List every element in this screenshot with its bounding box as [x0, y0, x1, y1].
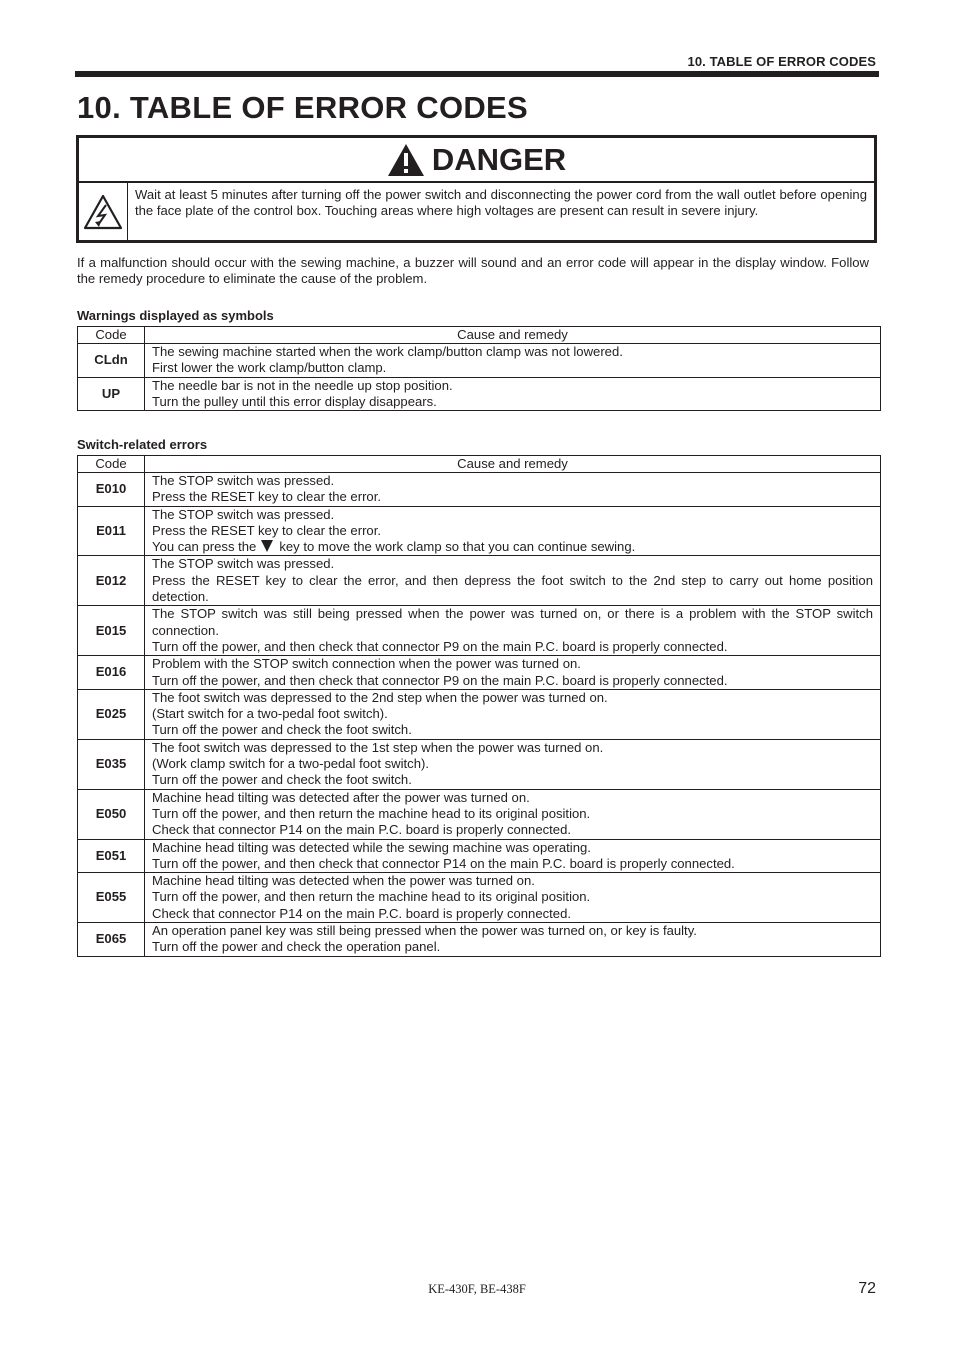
- error-code: E011: [78, 506, 145, 556]
- table-row: [78, 377, 881, 411]
- description-line: Press the RESET key to clear the error.: [152, 489, 381, 505]
- column-header-cause: Cause and remedy: [145, 456, 881, 473]
- page-number: 72: [858, 1280, 876, 1297]
- error-code: E015: [78, 606, 145, 656]
- error-code: E050: [78, 789, 145, 839]
- danger-box: [76, 135, 877, 243]
- switch-errors-table: [77, 455, 881, 957]
- column-header-cause: Cause and remedy: [145, 327, 881, 344]
- description-line: Turn off the power and check the foot switch.: [152, 772, 412, 788]
- description-line: Problem with the STOP switch connection when the power was turned on.: [152, 656, 581, 672]
- table-row: [78, 873, 881, 923]
- description-line: [152, 539, 873, 555]
- hazard-icon-cell: [79, 183, 128, 241]
- description-line: Press the RESET key to clear the error, and then depress the foot switch to the 2nd step to carry out home position detection.: [152, 572, 873, 605]
- table-row: [78, 506, 881, 556]
- description-line: (Start switch for a two-pedal foot switch).: [152, 706, 388, 722]
- error-code: E051: [78, 839, 145, 873]
- warnings-table: [77, 326, 881, 411]
- cause-and-remedy: [145, 656, 881, 690]
- high-voltage-icon: [83, 194, 123, 230]
- column-header-code: Code: [78, 327, 145, 344]
- description-line: The needle bar is not in the needle up stop position.: [152, 377, 453, 393]
- description-line: The STOP switch was still being pressed when the power was turned on, or there is a problem with the STOP switch connection.: [152, 606, 873, 638]
- description-line: (Work clamp switch for a two-pedal foot switch).: [152, 756, 429, 772]
- description-line: The STOP switch was pressed.: [152, 473, 335, 488]
- danger-label: DANGER: [431, 141, 567, 177]
- error-code: E012: [78, 556, 145, 606]
- table-row: [78, 923, 881, 957]
- cause-and-remedy: [145, 506, 881, 556]
- running-header: 10. TABLE OF ERROR CODES: [687, 54, 876, 69]
- description-line: Turn the pulley until this error display disappears.: [152, 393, 437, 409]
- danger-text: Wait at least 5 minutes after turning off the power switch and disconnecting the power cord from the wall outlet before opening the face plate of the control box. Touching areas where high voltages are present can result in severe injury.: [135, 187, 867, 219]
- cause-and-remedy: [145, 473, 881, 507]
- description-text: key to move the work clamp so that you can continue sewing.: [279, 539, 636, 555]
- error-code: CLdn: [78, 344, 145, 378]
- error-code: E025: [78, 689, 145, 739]
- description-line: Turn off the power, and then check that connector P9 on the main P.C. board is properly connected.: [152, 672, 728, 688]
- cause-and-remedy: [145, 344, 881, 378]
- description-line: The foot switch was depressed to the 1st step when the power was turned on.: [152, 739, 604, 755]
- description-line: Machine head tilting was detected after the power was turned on.: [152, 789, 530, 805]
- warning-triangle-icon: [387, 143, 425, 177]
- description-text: You can press the: [152, 539, 257, 555]
- error-code: E016: [78, 656, 145, 690]
- description-line: An operation panel key was still being pressed when the power was turned on, or key is faulty.: [152, 923, 697, 939]
- cause-and-remedy: [145, 739, 881, 789]
- intro-paragraph: If a malfunction should occur with the sewing machine, a buzzer will sound and an error code will appear in the display window. Follow the remedy procedure to eliminate the cause of the problem.: [77, 255, 869, 287]
- description-line: The STOP switch was pressed.: [152, 506, 335, 522]
- cause-and-remedy: [145, 789, 881, 839]
- cause-and-remedy: [145, 689, 881, 739]
- table-row: [78, 344, 881, 378]
- cause-and-remedy: [145, 377, 881, 411]
- column-header-code: Code: [78, 456, 145, 473]
- page-title: 10. TABLE OF ERROR CODES: [77, 90, 529, 125]
- cause-and-remedy: [145, 873, 881, 923]
- cause-and-remedy: [145, 556, 881, 606]
- table-row: [78, 656, 881, 690]
- description-line: Turn off the power, and then return the machine head to its original position.: [152, 805, 591, 821]
- description-line: Turn off the power and check the operation panel.: [152, 939, 441, 955]
- table-header-row: [78, 327, 881, 344]
- description-line: Check that connector P14 on the main P.C. board is properly connected.: [152, 905, 572, 921]
- table-row: [78, 473, 881, 507]
- description-line: The STOP switch was pressed.: [152, 556, 335, 572]
- error-code: UP: [78, 377, 145, 411]
- table-row: [78, 556, 881, 606]
- description-line: Machine head tilting was detected when the power was turned on.: [152, 873, 535, 889]
- footer-model: KE-430F, BE-438F: [428, 1282, 526, 1296]
- description-line: Turn off the power, and then check that connector P14 on the main P.C. board is properly connected.: [152, 855, 735, 871]
- warnings-section-title: Warnings displayed as symbols: [77, 308, 274, 323]
- description-line: The sewing machine started when the work clamp/button clamp was not lowered.: [152, 344, 623, 359]
- description-line: Check that connector P14 on the main P.C. board is properly connected.: [152, 822, 572, 838]
- danger-body: [79, 183, 874, 241]
- description-line: Turn off the power, and then return the machine head to its original position.: [152, 889, 591, 905]
- description-line: First lower the work clamp/button clamp.: [152, 360, 387, 376]
- error-code: E065: [78, 923, 145, 957]
- error-code: E010: [78, 473, 145, 507]
- danger-header: [79, 138, 874, 183]
- header-rule: [75, 71, 879, 77]
- switch-section-title: Switch-related errors: [77, 437, 208, 452]
- table-header-row: [78, 456, 881, 473]
- table-row: [78, 689, 881, 739]
- description-line: Turn off the power and check the foot switch.: [152, 722, 412, 738]
- table-row: [78, 606, 881, 656]
- error-code: E055: [78, 873, 145, 923]
- table-row: [78, 739, 881, 789]
- cause-and-remedy: [145, 606, 881, 656]
- cause-and-remedy: [145, 839, 881, 873]
- cause-and-remedy: [145, 923, 881, 957]
- down-arrow-key-icon: [261, 540, 273, 552]
- description-line: Machine head tilting was detected while the sewing machine was operating.: [152, 839, 591, 855]
- error-code: E035: [78, 739, 145, 789]
- description-line: Press the RESET key to clear the error.: [152, 522, 381, 538]
- description-line: Turn off the power, and then check that connector P9 on the main P.C. board is properly connected.: [152, 638, 728, 654]
- description-line: The foot switch was depressed to the 2nd step when the power was turned on.: [152, 689, 608, 705]
- table-row: [78, 789, 881, 839]
- table-row: [78, 839, 881, 873]
